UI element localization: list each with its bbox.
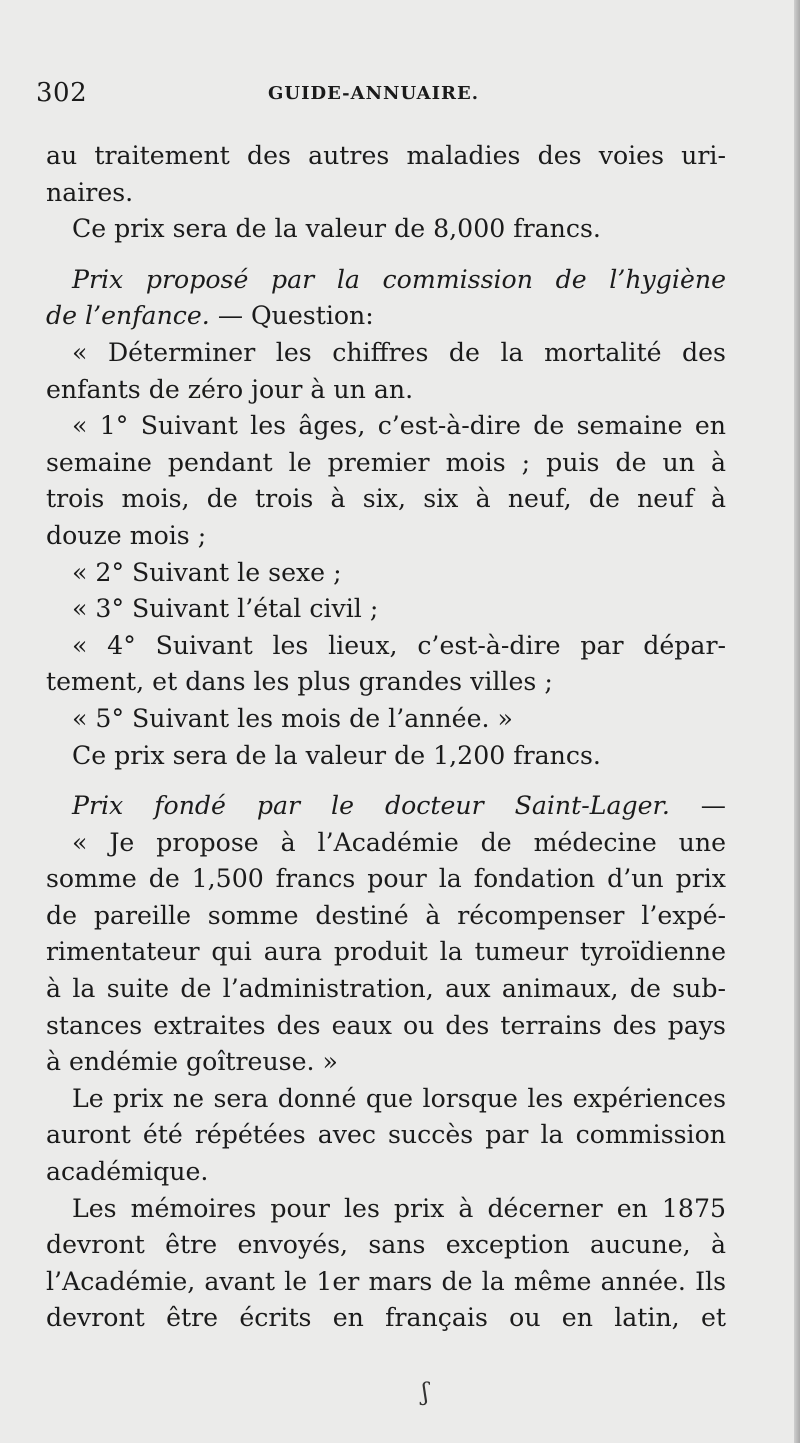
italic-heading: de l’enfance. xyxy=(46,301,210,331)
page-edge-shadow xyxy=(794,0,800,1443)
text-line: à la suite de l’administration, aux animaux, de sub- xyxy=(46,974,726,1004)
text-line: rimentateur qui aura produit la tumeur tyroïdienne xyxy=(46,937,726,967)
running-title: GUIDE-ANNUAIRE. xyxy=(268,83,479,104)
text-line: « Déterminer les chiffres de la mortalité des xyxy=(72,337,726,367)
body-text xyxy=(46,138,726,1337)
text-line: semaine pendant le premier mois ; puis de un à xyxy=(46,447,726,477)
paragraph-gap xyxy=(46,248,726,262)
text-line: Ce prix sera de la valeur de 1,200 francs. xyxy=(72,740,601,770)
text-line: trois mois, de trois à six, six à neuf, de neuf à xyxy=(46,484,726,514)
stray-mark: ʃ xyxy=(422,1378,429,1406)
text-line xyxy=(46,788,726,825)
text-line: de pareille somme destiné à récompenser l’expé- xyxy=(46,900,726,930)
text-line: « 3° Suivant l’étal civil ; xyxy=(72,594,379,624)
text-line: « Je propose à l’Académie de médecine une xyxy=(72,827,726,857)
text-line: au traitement des autres maladies des voies uri- xyxy=(46,141,726,170)
text-line: somme de 1,500 francs pour la fondation d’un prix xyxy=(46,864,726,894)
text-line: académique. xyxy=(46,1157,209,1187)
text-line: tement, et dans les plus grandes villes ; xyxy=(46,667,553,697)
text-line: Ce prix sera de la valeur de 8,000 francs. xyxy=(72,214,601,244)
text-line xyxy=(46,298,726,335)
page-header xyxy=(36,78,756,114)
text-line: « 1° Suivant les âges, c’est-à-dire de semaine en xyxy=(72,411,726,441)
text-line: Prix proposé par la commission de l’hygiène xyxy=(72,264,726,294)
italic-heading: Prix fondé par le docteur Saint-Lager. xyxy=(72,791,670,821)
text-line: « 2° Suivant le sexe ; xyxy=(72,557,342,587)
text-line: Les mémoires pour les prix à décerner en 1875 xyxy=(72,1193,726,1223)
text-line: « 5° Suivant les mois de l’année. » xyxy=(72,703,513,733)
text-line: enfants de zéro jour à un an. xyxy=(46,374,414,404)
text-line: naires. xyxy=(46,177,134,207)
text-line: douze mois ; xyxy=(46,520,207,550)
text-line: stances extraites des eaux ou des terrains des pays xyxy=(46,1010,726,1040)
page-number: 302 xyxy=(36,78,88,108)
text-line: à endémie goîtreuse. » xyxy=(46,1047,338,1077)
text-line: devront être écrits en français ou en latin, et xyxy=(46,1303,726,1333)
paragraph-gap xyxy=(46,774,726,788)
text-line: auront été répétées avec succès par la commission xyxy=(46,1120,726,1150)
heading-rest: — Question: xyxy=(209,301,374,331)
text-line: devront être envoyés, sans exception aucune, à xyxy=(46,1230,726,1260)
text-line: Le prix ne sera donné que lorsque les expériences xyxy=(72,1083,726,1113)
heading-rest: — xyxy=(669,791,726,821)
text-line: « 4° Suivant les lieux, c’est-à-dire par dépar- xyxy=(72,630,726,660)
text-line: l’Académie, avant le 1er mars de la même année. Ils xyxy=(46,1266,726,1296)
